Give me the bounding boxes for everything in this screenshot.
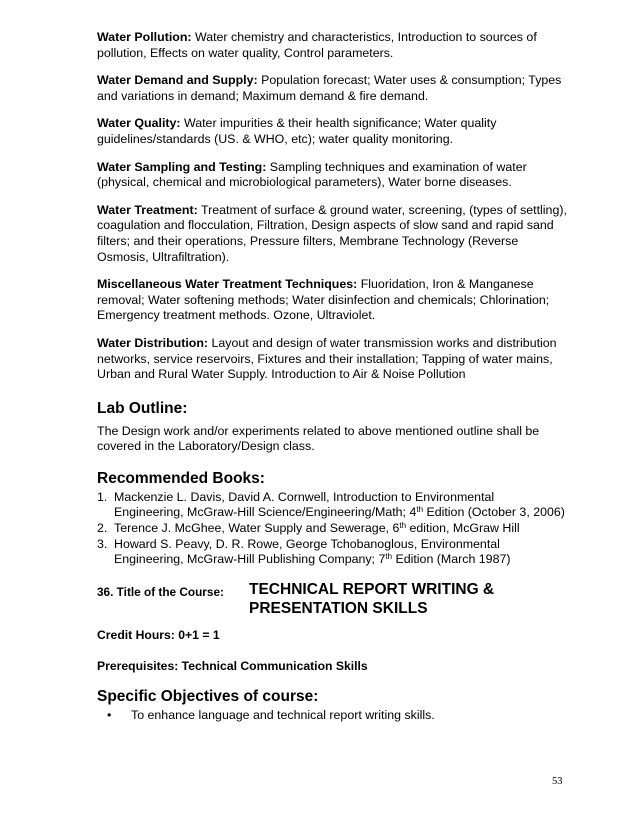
topic-water-quality: Water Quality: Water impurities & their health significance; Water quality guidelines/standards (US. & WHO, etc); water quality monitoring. [97,116,497,146]
lab-outline-text: The Design work and/or experiments related to above mentioned outline shall be covered in the Laboratory/Design class. [97,423,540,454]
course-title-row [97,580,567,618]
objectives-list [97,708,567,724]
list-item: 2. Terence J. McGhee, Water Supply and Sewerage, 6th edition, McGraw Hill [97,521,520,536]
topic-water-pollution: Water Pollution: Water chemistry and characteristics, Introduction to sources of pollution, Effects on water quality, Control parameters. [97,30,537,60]
topic-misc-treatment: Miscellaneous Water Treatment Techniques: Fluoridation, Iron & Manganese removal; Water softening methods; Water disinfection and chemicals; Chlorination; Emergency treatment methods. Ozone, Ultraviolet. [97,277,550,323]
topic-water-treatment: Water Treatment: Treatment of surface & ground water, screening, (types of settling), coagulation and flocculation, Filtration, Design aspects of slow sand and rapid sand filters; and their operations, Pressure filters, Membrane Technology (Reverse Osmosis, Ultrafiltration). [97,202,567,264]
books-list [97,490,567,568]
list-item: • To enhance language and technical report writing skills. [107,708,435,723]
topic-water-distribution: Water Distribution: Layout and design of water transmission works and distribution networks, service reservoirs, Fixtures and their installation; Tapping of water mains, Urban and Rural Water Supply. Introduction to Air & Noise Pollution [97,335,557,382]
topic-water-sampling: Water Sampling and Testing: Sampling techniques and examination of water (physical, chemical and microbiological parameters), Water borne diseases. [97,159,527,190]
topic-water-demand: Water Demand and Supply: Population forecast; Water uses & consumption; Types and variations in demand; Maximum demand & fire demand. [97,73,562,103]
course-number-label: 36. Title of the Course: [97,584,224,599]
document-page [97,30,567,724]
course-title: TECHNICAL REPORT WRITING & PRESENTATION SKILLS [249,580,495,617]
credit-hours: Credit Hours: 0+1 = 1 [97,627,220,642]
recommended-books-heading: Recommended Books: [97,469,265,487]
prerequisites: Prerequisites: Technical Communication Skills [97,659,368,674]
list-item: 3. Howard S. Peavy, D. R. Rowe, George Tchobanoglous, Environmental Engineering, McGraw-Hill Publishing Company; 7th Edition (March 1987) [97,536,511,567]
bullet-icon: • [107,708,112,723]
page-number: 53 [552,776,563,787]
lab-outline-heading: Lab Outline: [97,399,188,417]
objectives-heading: Specific Objectives of course: [97,688,319,706]
list-item: 1. Mackenzie L. Davis, David A. Cornwell, Introduction to Environmental Engineering, McGraw-Hill Science/Engineering/Math; 4th Edition (October 3, 2006) [97,489,565,520]
